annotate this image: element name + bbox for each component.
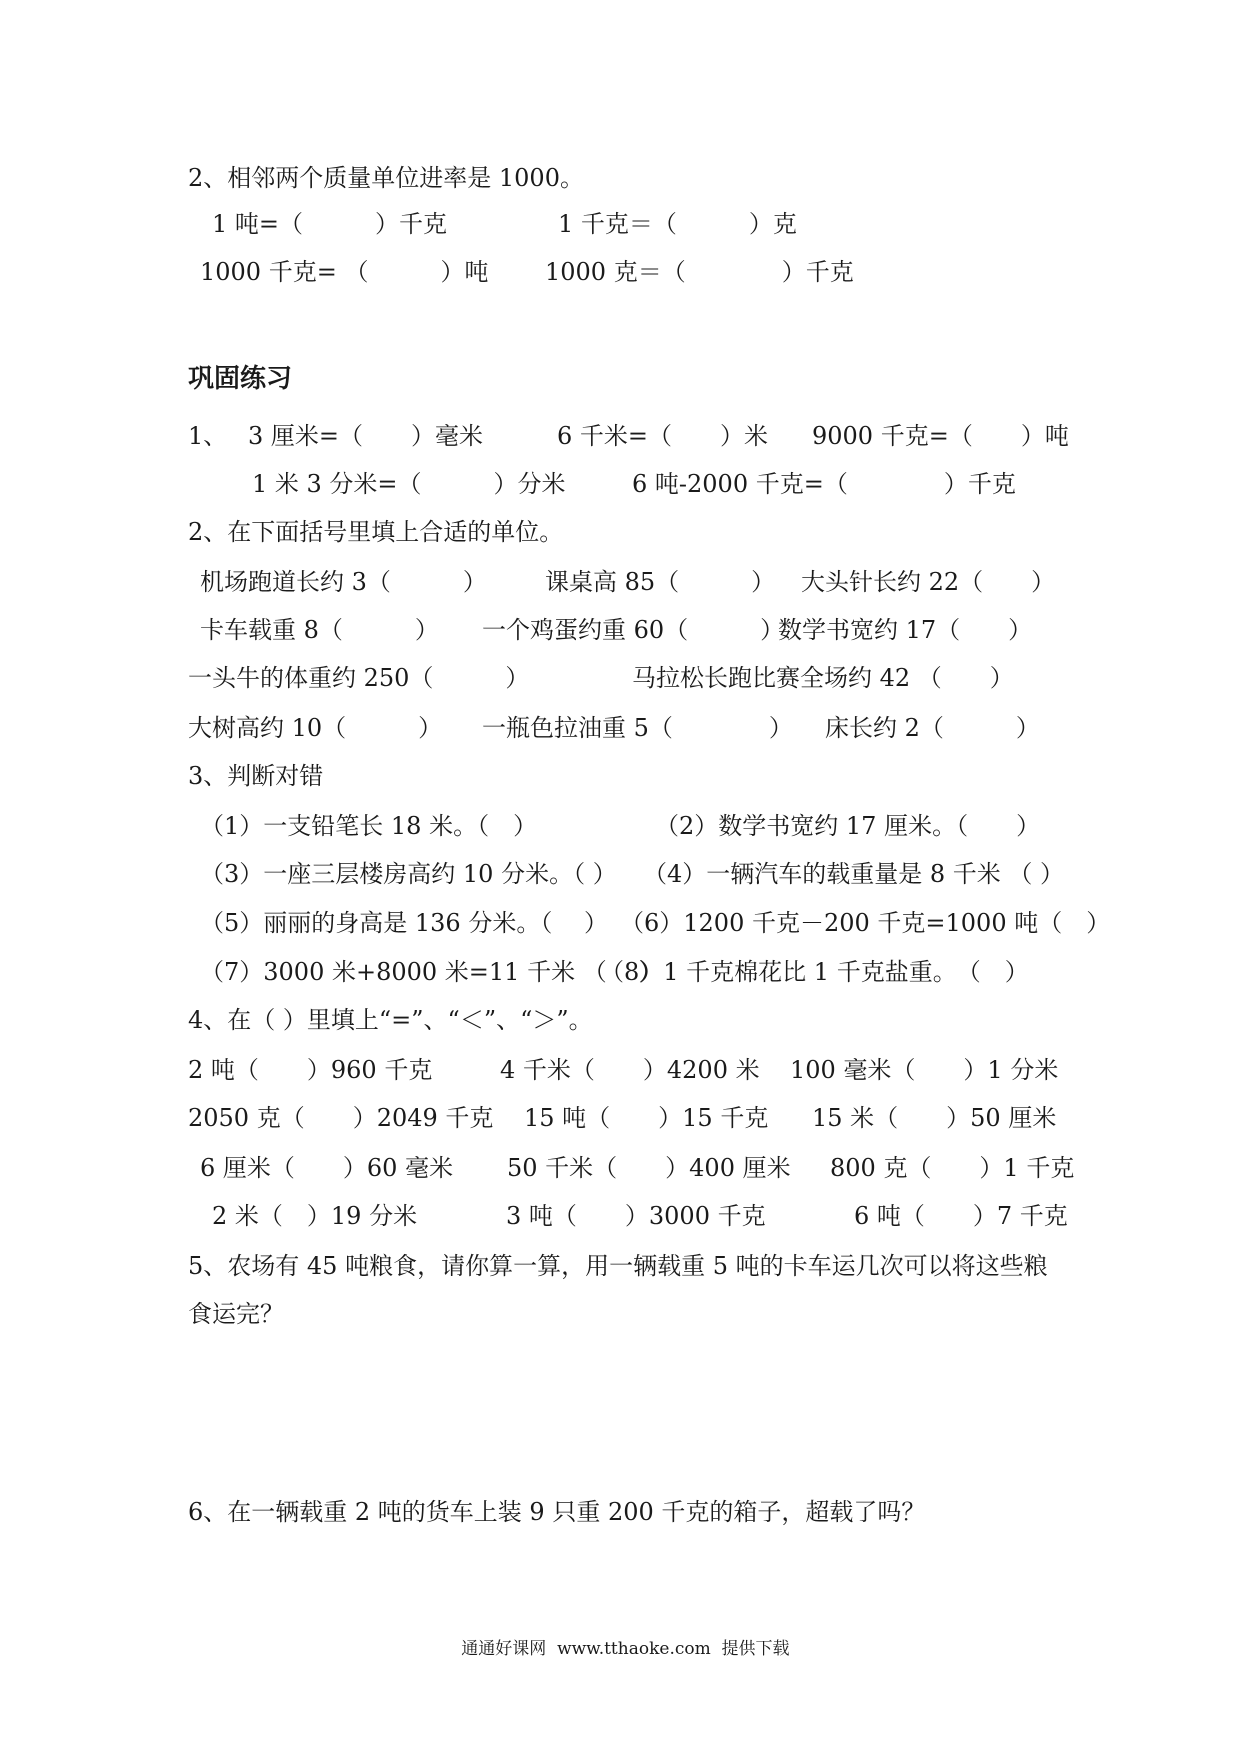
judge-item: （4）一辆汽车的载重量是 8 千米 （ ） [643, 860, 1065, 888]
judge-item: （7）3000 米+8000 米=11 千米 （ ） [200, 958, 663, 986]
fill-item: 9000 千克=（ ）吨 [812, 422, 1069, 450]
question-5-line-2: 食运完？ [188, 1300, 284, 1328]
question-2-units-title: 2、在下面括号里填上合适的单位。 [188, 518, 564, 546]
unit-item: 一个鸡蛋约重 60（ ） [482, 616, 785, 644]
judge-item: （8）1 千克棉花比 1 千克盐重。 （ ） [600, 958, 1029, 986]
compare-item: 100 毫米（ ）1 分米 [790, 1056, 1059, 1084]
fill-item: 1000 克＝（ ）千克 [545, 258, 854, 286]
section-heading: 巩固练习 [188, 364, 293, 394]
footer-url[interactable]: www.tthaoke.com [557, 1639, 711, 1659]
compare-item: 800 克（ ）1 千克 [830, 1154, 1075, 1182]
unit-item: 数学书宽约 17（ ） [778, 616, 1033, 644]
unit-item: 课桌高 85（ ） [545, 568, 776, 596]
compare-item: 3 吨（ ）3000 千克 [506, 1202, 766, 1230]
compare-item: 2 吨（ ）960 千克 [188, 1056, 433, 1084]
fill-item: 1 千克＝（ ）克 [558, 210, 797, 238]
judge-item: （2）数学书宽约 17 厘米。（ ） [655, 812, 1041, 840]
unit-item: 大树高约 10（ ） [188, 714, 443, 742]
question-4-title: 4、在（ ）里填上“=”、“＜”、“＞”。 [188, 1006, 593, 1034]
unit-item: 卡车载重 8（ ） [200, 616, 439, 644]
unit-item: 一头牛的体重约 250（ ） [188, 664, 530, 692]
judge-item: （1）一支铅笔长 18 米。（ ） [200, 812, 538, 840]
footer-suffix: 提供下载 [721, 1639, 790, 1659]
question-6-line-1: 6、在一辆载重 2 吨的货车上装 9 只重 200 千克的箱子，超载了吗？ [188, 1498, 926, 1526]
unit-item: 床长约 2（ ） [825, 714, 1040, 742]
unit-item: 马拉松长跑比赛全场约 42 （ ） [632, 664, 1014, 692]
compare-item: 4 千米（ ）4200 米 [500, 1056, 760, 1084]
compare-item: 2 米（ ）19 分米 [212, 1202, 418, 1230]
compare-item: 15 吨（ ）15 千克 [524, 1104, 769, 1132]
fill-item: 6 吨-2000 千克=（ ）千克 [632, 470, 1016, 498]
fill-item: 1 米 3 分米=（ ）分米 [252, 470, 566, 498]
question-3-title: 3、判断对错 [188, 762, 324, 790]
judge-item: （5）丽丽的身高是 136 分米。（ ） [200, 909, 608, 937]
question-2-title: 2、相邻两个质量单位进率是 1000。 [188, 164, 584, 192]
compare-item: 15 米（ ）50 厘米 [812, 1104, 1057, 1132]
fill-item: 3 厘米=（ ）毫米 [248, 422, 484, 450]
fill-item: 1 吨=（ ）千克 [212, 210, 448, 238]
fill-item: 1000 千克= （ ）吨 [200, 258, 489, 286]
compare-item: 6 吨（ ）7 千克 [854, 1202, 1068, 1230]
question-1-label: 1、 [188, 422, 228, 450]
judge-item: （3）一座三层楼房高约 10 分米。（ ） [200, 860, 617, 888]
unit-item: 机场跑道长约 3（ ） [200, 568, 487, 596]
fill-item: 6 千米=（ ）米 [557, 422, 769, 450]
page-footer [0, 1616, 1240, 1660]
unit-item: 大头针长约 22（ ） [801, 568, 1056, 596]
question-5-line-1: 5、农场有 45 吨粮食，请你算一算，用一辆载重 5 吨的卡车运几次可以将这些粮 [188, 1252, 1048, 1280]
judge-item: （6）1200 千克－200 千克=1000 吨（ ） [620, 909, 1111, 937]
unit-item: 一瓶色拉油重 5（ ） [482, 714, 793, 742]
compare-item: 2050 克（ ）2049 千克 [188, 1104, 494, 1132]
compare-item: 6 厘米（ ）60 毫米 [200, 1154, 454, 1182]
footer-site-name: 通通好课网 [461, 1639, 547, 1659]
compare-item: 50 千米（ ）400 厘米 [507, 1154, 791, 1182]
